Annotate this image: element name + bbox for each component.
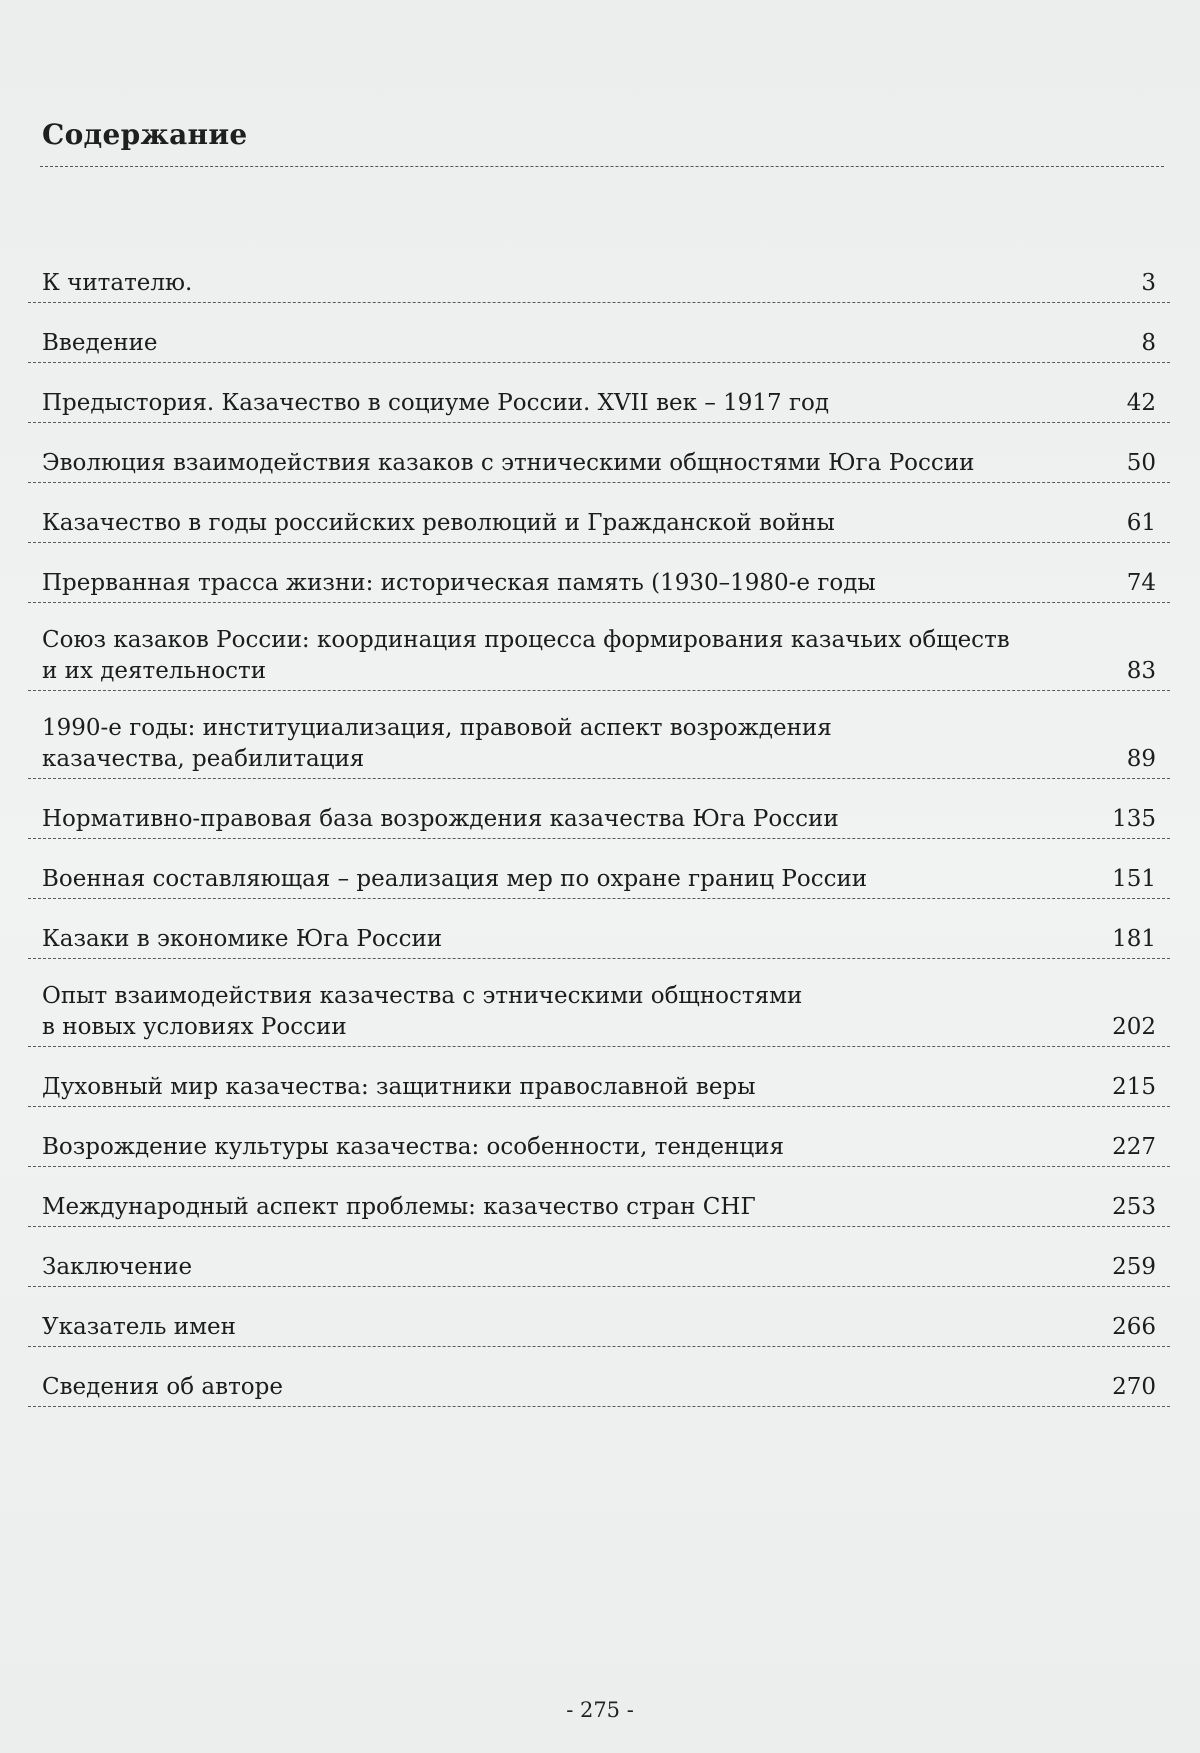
title-divider — [40, 166, 1164, 167]
toc-entry-page: 215 — [1112, 1074, 1156, 1100]
toc-entry-title: Нормативно-правовая база возрождения казачества Юга России — [42, 806, 839, 832]
toc-entry[interactable] — [28, 1119, 1170, 1167]
toc-entry-title: Прерванная трасса жизни: историческая память (1930–1980-е годы — [42, 570, 876, 596]
toc-entry-page: 270 — [1112, 1374, 1156, 1400]
toc-entry[interactable] — [28, 1239, 1170, 1287]
toc-entry-page: 253 — [1112, 1194, 1156, 1220]
toc-entry[interactable] — [28, 1179, 1170, 1227]
toc-entry[interactable] — [28, 971, 1170, 1047]
toc-entry[interactable] — [28, 851, 1170, 899]
toc-entry[interactable] — [28, 1059, 1170, 1107]
toc-entry[interactable] — [28, 435, 1170, 483]
toc-entry[interactable] — [28, 1359, 1170, 1407]
toc-entry-page: 135 — [1112, 806, 1156, 832]
toc-entry-page: 227 — [1112, 1134, 1156, 1160]
toc-entry-page: 83 — [1126, 658, 1156, 684]
toc-entry[interactable] — [28, 255, 1170, 303]
toc-entry-title: К читателю. — [42, 270, 193, 296]
toc-entry-page: 42 — [1126, 390, 1156, 416]
toc-entry[interactable] — [28, 555, 1170, 603]
toc-entry[interactable] — [28, 375, 1170, 423]
toc-entry-title: Возрождение культуры казачества: особенности, тенденция — [42, 1134, 784, 1160]
toc-entry-title: Предыстория. Казачество в социуме России. XVII век – 1917 год — [42, 390, 830, 416]
toc-entry-title: Духовный мир казачества: защитники православной веры — [42, 1074, 756, 1100]
toc-entry[interactable] — [28, 495, 1170, 543]
toc-entry-title: Казачество в годы российских революций и Гражданской войны — [42, 510, 835, 536]
toc-entry-page: 61 — [1126, 510, 1156, 536]
toc-entry-title: Сведения об авторе — [42, 1374, 283, 1400]
toc-entry-title: Международный аспект проблемы: казачество стран СНГ — [42, 1194, 756, 1220]
toc-entry-title: Союз казаков России: координация процесса формирования казачьих обществ и их деятельности — [42, 627, 1010, 684]
toc-entry-page: 181 — [1112, 926, 1156, 952]
toc-entry-title: Введение — [42, 330, 158, 356]
toc-entry-title: Казаки в экономике Юга России — [42, 926, 443, 952]
toc-entry-page: 202 — [1112, 1014, 1156, 1040]
table-of-contents — [28, 255, 1170, 1407]
toc-entry-page: 151 — [1112, 866, 1156, 892]
toc-entry[interactable] — [28, 703, 1170, 779]
page-number: - 275 - — [566, 1698, 634, 1722]
toc-entry-page: 8 — [1141, 330, 1156, 356]
toc-entry-page: 3 — [1141, 270, 1156, 296]
toc-entry-title: Опыт взаимодействия казачества с этническими общностями в новых условиях России — [42, 983, 803, 1040]
toc-entry-title: Указатель имен — [42, 1314, 236, 1340]
toc-entry[interactable] — [28, 911, 1170, 959]
toc-entry-page: 50 — [1126, 450, 1156, 476]
toc-entry-title: Эволюция взаимодействия казаков с этническими общностями Юга России — [42, 450, 975, 476]
toc-entry-page: 89 — [1126, 746, 1156, 772]
page-title: Содержание — [42, 118, 248, 151]
toc-entry-page: 74 — [1126, 570, 1156, 596]
toc-entry-page: 259 — [1112, 1254, 1156, 1280]
toc-entry-page: 266 — [1112, 1314, 1156, 1340]
toc-entry-title: Военная составляющая – реализация мер по охране границ России — [42, 866, 868, 892]
toc-entry-title: Заключение — [42, 1254, 193, 1280]
toc-entry-title: 1990-е годы: институциализация, правовой аспект возрождения казачества, реабилитация — [42, 715, 832, 772]
toc-entry[interactable] — [28, 1299, 1170, 1347]
toc-entry[interactable] — [28, 615, 1170, 691]
toc-entry[interactable] — [28, 791, 1170, 839]
toc-entry[interactable] — [28, 315, 1170, 363]
